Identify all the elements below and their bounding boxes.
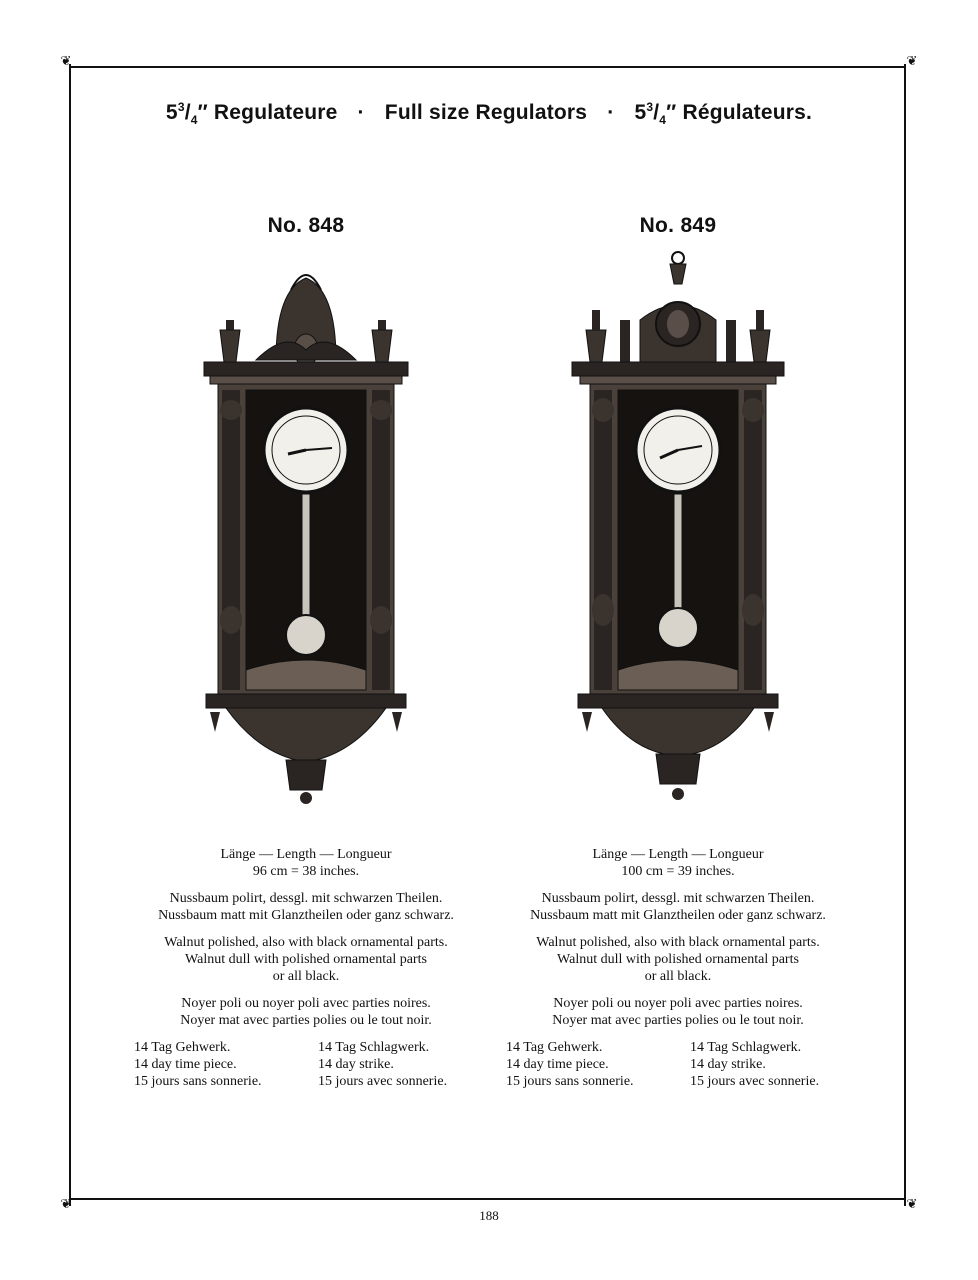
feature-strike-fr: 15 jours avec sonnerie. [318, 1074, 448, 1089]
regulator-clock-icon [196, 250, 416, 810]
title-de: Regulateure [213, 101, 338, 124]
corner-ornament-icon: ❦ [60, 1196, 72, 1211]
feature-strike-de: 14 Tag Schlagwerk. [690, 1040, 802, 1055]
title-separator: · [607, 101, 615, 124]
feature-time-de: 14 Tag Gehwerk. [134, 1040, 231, 1055]
product-848 [126, 214, 486, 1090]
description-de: Nussbaum matt mit Glanztheilen oder ganz schwarz. [530, 908, 826, 923]
corner-ornament-icon: ❦ [906, 1196, 918, 1211]
size-fraction: $5^3/_4''$ [165, 100, 208, 128]
frame-right-rule [904, 64, 906, 1206]
model-number: No. 848 [267, 214, 345, 237]
description-en: or all black. [644, 969, 712, 984]
description-en: Walnut polished, also with black ornamental parts. [536, 935, 820, 950]
length-value: 100 cm = 39 inches. [621, 864, 735, 879]
corner-ornament-icon: ❦ [906, 53, 918, 68]
description-en: or all black. [272, 969, 340, 984]
title-separator: · [357, 101, 365, 124]
clock-illustration-849 [498, 250, 858, 840]
description-de: Nussbaum polirt, dessgl. mit schwarzen Theilen. [541, 891, 815, 906]
feature-strike-de: 14 Tag Schlagwerk. [318, 1040, 430, 1055]
movement-features [498, 1039, 858, 1090]
description-fr: Noyer poli ou noyer poli avec parties noires. [181, 996, 431, 1011]
movement-features [126, 1039, 486, 1090]
product-849 [498, 214, 858, 1090]
size-fraction: $5^3/_4''$ [634, 100, 677, 128]
frame-bottom-rule [70, 1198, 905, 1200]
product-spec [498, 846, 858, 1090]
description-de: Nussbaum polirt, dessgl. mit schwarzen Theilen. [169, 891, 443, 906]
page-title [0, 100, 978, 127]
feature-strike-fr: 15 jours avec sonnerie. [690, 1074, 820, 1089]
model-number: No. 849 [639, 214, 717, 237]
description-en: Walnut polished, also with black ornamental parts. [164, 935, 448, 950]
regulator-clock-icon [568, 250, 788, 810]
feature-time-en: 14 day time piece. [134, 1057, 237, 1072]
feature-time-fr: 15 jours sans sonnerie. [506, 1074, 634, 1089]
description-de: Nussbaum matt mit Glanztheilen oder ganz schwarz. [158, 908, 454, 923]
feature-strike-en: 14 day strike. [318, 1057, 394, 1072]
length-value: 96 cm = 38 inches. [252, 864, 360, 879]
title-fr: Régulateurs. [682, 101, 813, 124]
length-label: Länge — Length — Longueur [592, 847, 764, 862]
frame-top-rule [70, 66, 905, 68]
product-spec [126, 846, 486, 1090]
page-number: 188 [479, 1208, 499, 1223]
corner-ornament-icon: ❦ [60, 53, 72, 68]
feature-strike-en: 14 day strike. [690, 1057, 766, 1072]
length-label: Länge — Length — Longueur [220, 847, 392, 862]
frame-left-rule [69, 64, 71, 1206]
feature-time-de: 14 Tag Gehwerk. [506, 1040, 603, 1055]
title-en: Full size Regulators [384, 101, 588, 124]
description-en: Walnut dull with polished ornamental parts [185, 952, 427, 967]
feature-time-fr: 15 jours sans sonnerie. [134, 1074, 262, 1089]
description-en: Walnut dull with polished ornamental parts [557, 952, 799, 967]
clock-illustration-848 [126, 250, 486, 840]
description-fr: Noyer mat avec parties polies ou le tout noir. [180, 1013, 432, 1028]
description-fr: Noyer mat avec parties polies ou le tout noir. [552, 1013, 804, 1028]
description-fr: Noyer poli ou noyer poli avec parties noires. [553, 996, 803, 1011]
feature-time-en: 14 day time piece. [506, 1057, 609, 1072]
